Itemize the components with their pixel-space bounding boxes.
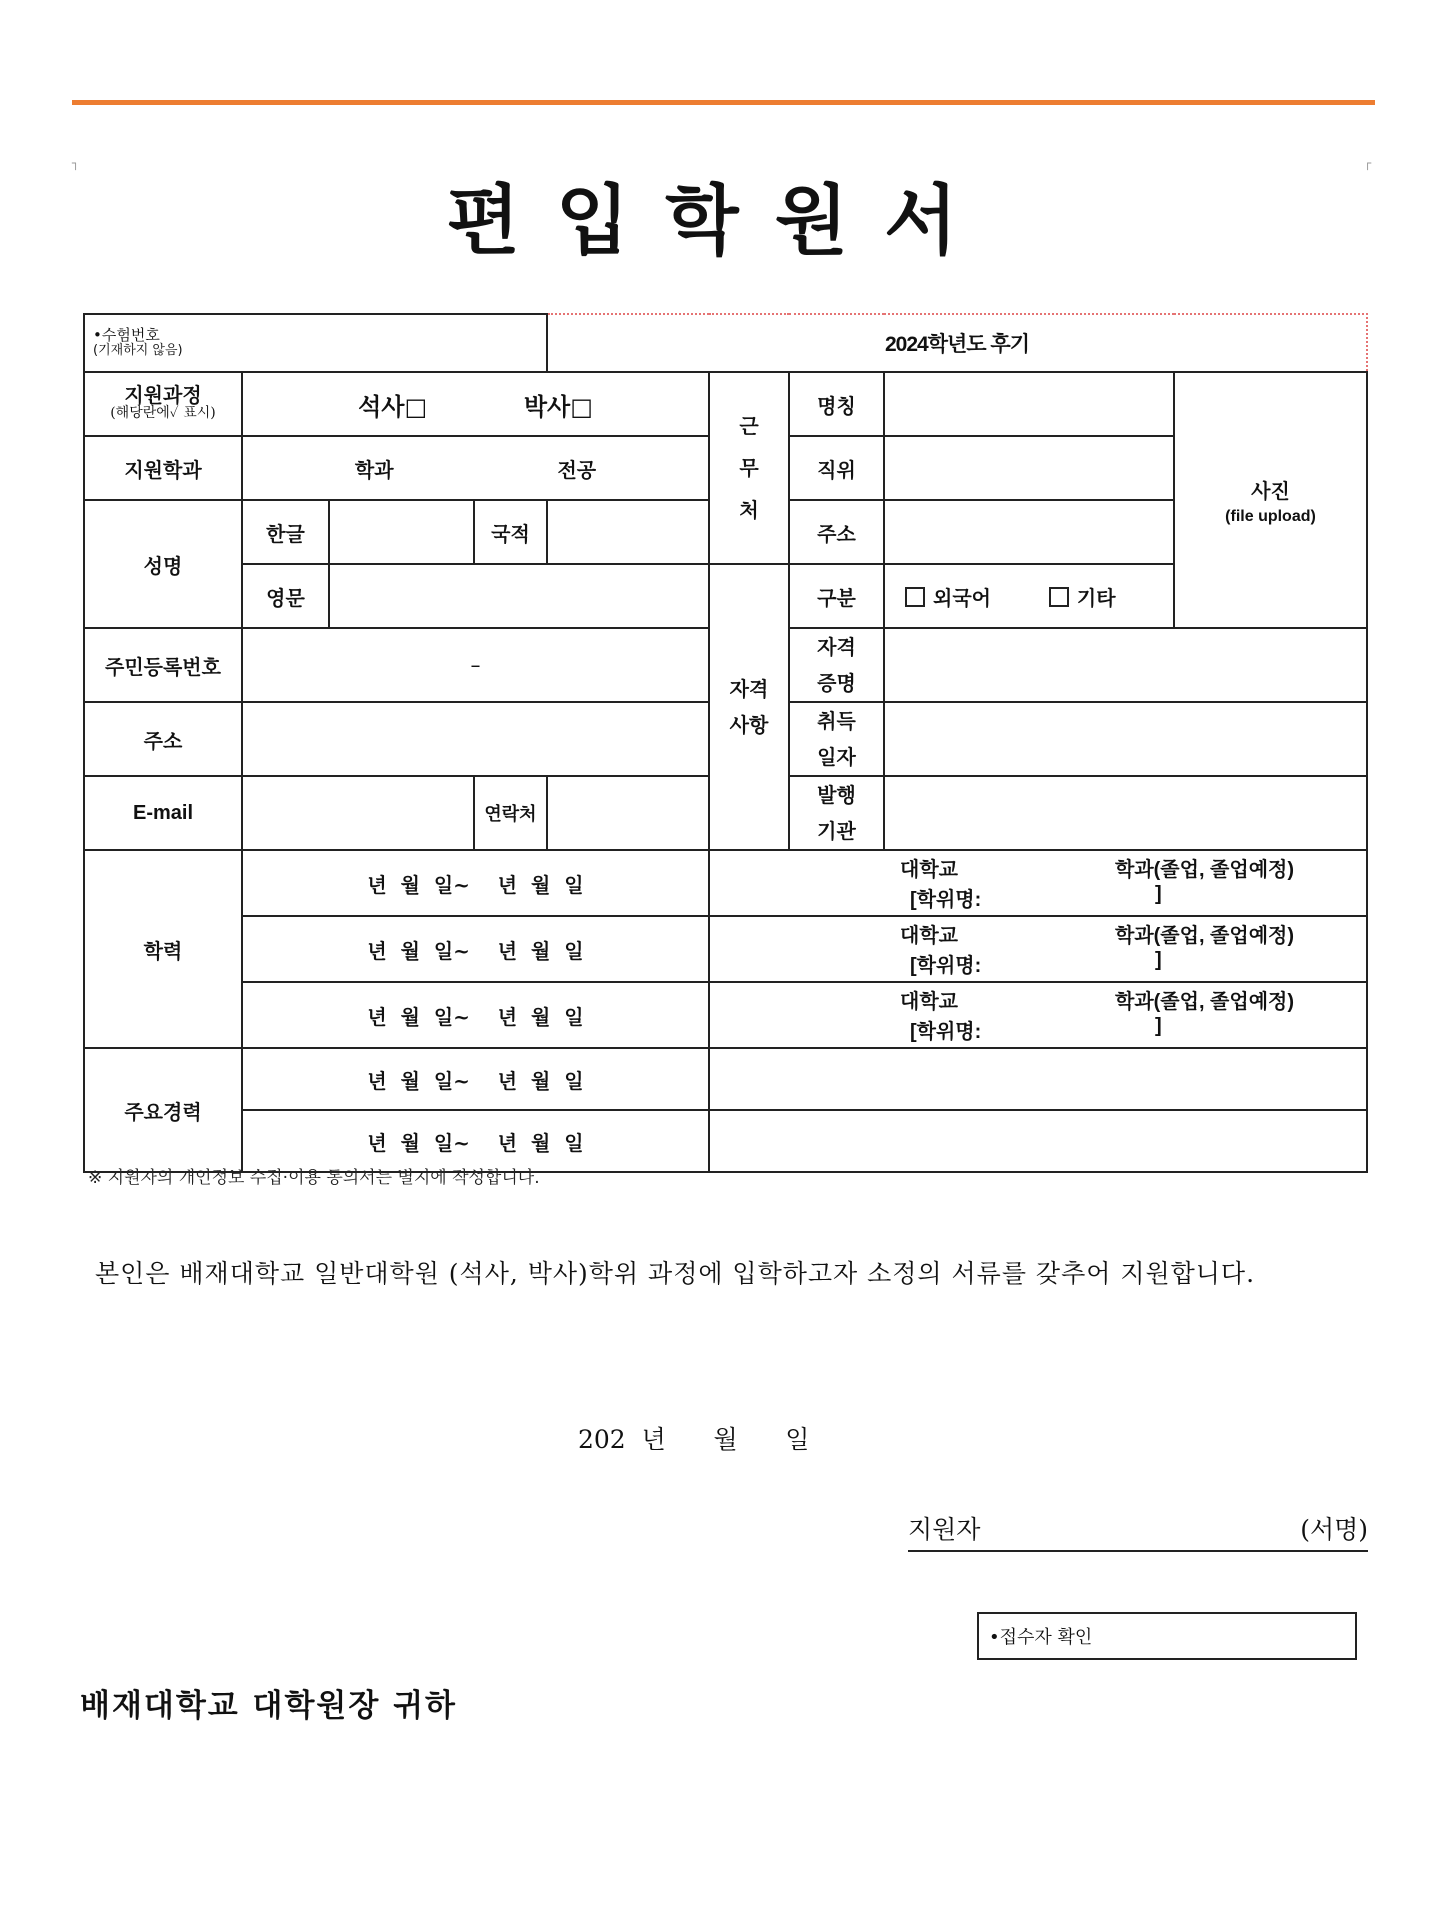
education-date-1[interactable]: 년 월 일~ 년 월 일: [242, 850, 709, 916]
edu-degree-2: [학위명:: [910, 955, 982, 977]
acquired-label-cell: [789, 702, 884, 776]
career-date-1[interactable]: 년 월 일~ 년 월 일: [242, 1048, 709, 1110]
doctor-checkbox[interactable]: 박사□: [523, 391, 593, 421]
rrn-label: 주민등록번호: [84, 628, 242, 702]
education-date-3[interactable]: 년 월 일~ 년 월 일: [242, 982, 709, 1048]
address-field[interactable]: [242, 702, 709, 776]
workplace-char-3: 처: [739, 498, 759, 522]
photo-cell[interactable]: [1174, 372, 1367, 628]
header-accent-bar: [72, 100, 1375, 105]
career-label: 주요경력: [84, 1048, 242, 1172]
career-detail-1[interactable]: [709, 1048, 1367, 1110]
dept-label: 지원학과: [84, 436, 242, 500]
other-label: 기타: [1076, 585, 1116, 610]
nationality-label: 국적: [474, 500, 547, 564]
applicant-label: 지원자: [908, 1515, 981, 1544]
edu-dept-3: 학과(졸업, 졸업예정): [1115, 991, 1294, 1013]
course-note: (해당란에✓ 표시): [110, 405, 216, 421]
edu-univ-2: 대학교: [900, 925, 958, 947]
issuer-field[interactable]: [884, 776, 1367, 850]
edu-univ-3: 대학교: [900, 991, 958, 1013]
page-title: 편입학원서: [446, 176, 994, 265]
corner-mark-left: ┐: [72, 156, 80, 170]
work-address-label: 주소: [789, 500, 884, 564]
company-field[interactable]: [884, 372, 1174, 436]
category-options: [884, 564, 1174, 628]
rrn-dash: –: [470, 653, 481, 677]
major-text: 전공: [557, 457, 597, 482]
issuer-label-b: 기관: [817, 819, 856, 843]
position-field[interactable]: [884, 436, 1174, 500]
contact-field[interactable]: [547, 776, 709, 850]
korean-label: 한글: [242, 500, 329, 564]
application-table: [83, 313, 1368, 1173]
application-date: 202 년 월 일: [578, 1425, 810, 1454]
receipt-label: •접수자 확인: [989, 1627, 1093, 1648]
email-field[interactable]: [242, 776, 474, 850]
email-label: E-mail: [84, 776, 242, 850]
dept-text: 학과: [354, 457, 394, 482]
acquired-label-a: 취득: [817, 709, 856, 733]
course-label: 지원과정: [124, 383, 202, 407]
acquired-date-field[interactable]: [884, 702, 1367, 776]
issuer-label-cell: [789, 776, 884, 850]
education-detail-2[interactable]: [709, 916, 1367, 982]
photo-label: 사진: [1251, 478, 1290, 503]
workplace-char-2: 무: [739, 456, 759, 480]
workplace-char-1: 근: [739, 414, 759, 438]
edu-dept-2: 학과(졸업, 졸업예정): [1115, 925, 1294, 947]
master-checkbox[interactable]: 석사□: [358, 391, 428, 421]
corner-mark-right: ┌: [1364, 156, 1372, 170]
qualification-label: 자격사항: [729, 677, 769, 737]
exam-number-label: •수험번호: [93, 326, 160, 344]
edu-close-1: ]: [1155, 883, 1162, 905]
certificate-label-b: 증명: [817, 671, 856, 695]
course-label-cell: [84, 372, 242, 436]
nationality-field[interactable]: [547, 500, 709, 564]
korean-name-field[interactable]: [329, 500, 474, 564]
term-label: 2024학년도 후기: [885, 333, 1029, 356]
addressee: 배재대학교 대학원장 귀하: [80, 1688, 457, 1724]
english-name-field[interactable]: [329, 564, 709, 628]
name-label: 성명: [84, 500, 242, 628]
education-detail-3[interactable]: [709, 982, 1367, 1048]
term-cell: [547, 314, 1367, 372]
dept-cell[interactable]: [242, 436, 709, 500]
applicant-signature-line[interactable]: [908, 1510, 1368, 1552]
rrn-field[interactable]: [242, 628, 709, 702]
application-statement: 본인은 배재대학교 일반대학원 (석사, 박사)학위 과정에 입학하고자 소정의 서류를 갖추어 지원합니다.: [95, 1259, 1256, 1288]
receipt-confirmation-box: [977, 1612, 1357, 1660]
workplace-label-cell: [709, 372, 789, 564]
privacy-note: ※ 지원자의 개인정보 수집·이용 동의서는 별지에 작성합니다.: [88, 1168, 540, 1188]
foreign-checkbox[interactable]: [905, 587, 925, 607]
foreign-label: 외국어: [933, 585, 991, 610]
position-label: 직위: [789, 436, 884, 500]
edu-close-3: ]: [1155, 1015, 1162, 1037]
edu-univ-1: 대학교: [900, 859, 958, 881]
category-label: 구분: [789, 564, 884, 628]
career-detail-2[interactable]: [709, 1110, 1367, 1172]
certificate-label-a: 자격: [817, 635, 856, 659]
contact-label: 연락처: [474, 776, 547, 850]
company-label: 명칭: [789, 372, 884, 436]
certificate-field[interactable]: [884, 628, 1367, 702]
education-label: 학력: [84, 850, 242, 1048]
issuer-label-a: 발행: [817, 783, 856, 807]
photo-note: (file upload): [1225, 507, 1316, 525]
qualification-label-cell: [709, 564, 789, 850]
edu-dept-1: 학과(졸업, 졸업예정): [1115, 859, 1294, 881]
career-date-2[interactable]: 년 월 일~ 년 월 일: [242, 1110, 709, 1172]
exam-number-cell: [84, 314, 547, 372]
address-label: 주소: [84, 702, 242, 776]
course-choice-cell: [242, 372, 709, 436]
english-label: 영문: [242, 564, 329, 628]
certificate-label-cell: [789, 628, 884, 702]
exam-number-note: (기재하지 않음): [93, 343, 183, 358]
signature-label: (서명): [1300, 1515, 1368, 1544]
other-checkbox[interactable]: [1049, 587, 1069, 607]
work-address-field[interactable]: [884, 500, 1174, 564]
acquired-label-b: 일자: [817, 745, 856, 769]
edu-degree-1: [학위명:: [910, 889, 982, 911]
edu-close-2: ]: [1155, 949, 1162, 971]
education-date-2[interactable]: 년 월 일~ 년 월 일: [242, 916, 709, 982]
education-detail-1[interactable]: [709, 850, 1367, 916]
edu-degree-3: [학위명:: [910, 1021, 982, 1043]
